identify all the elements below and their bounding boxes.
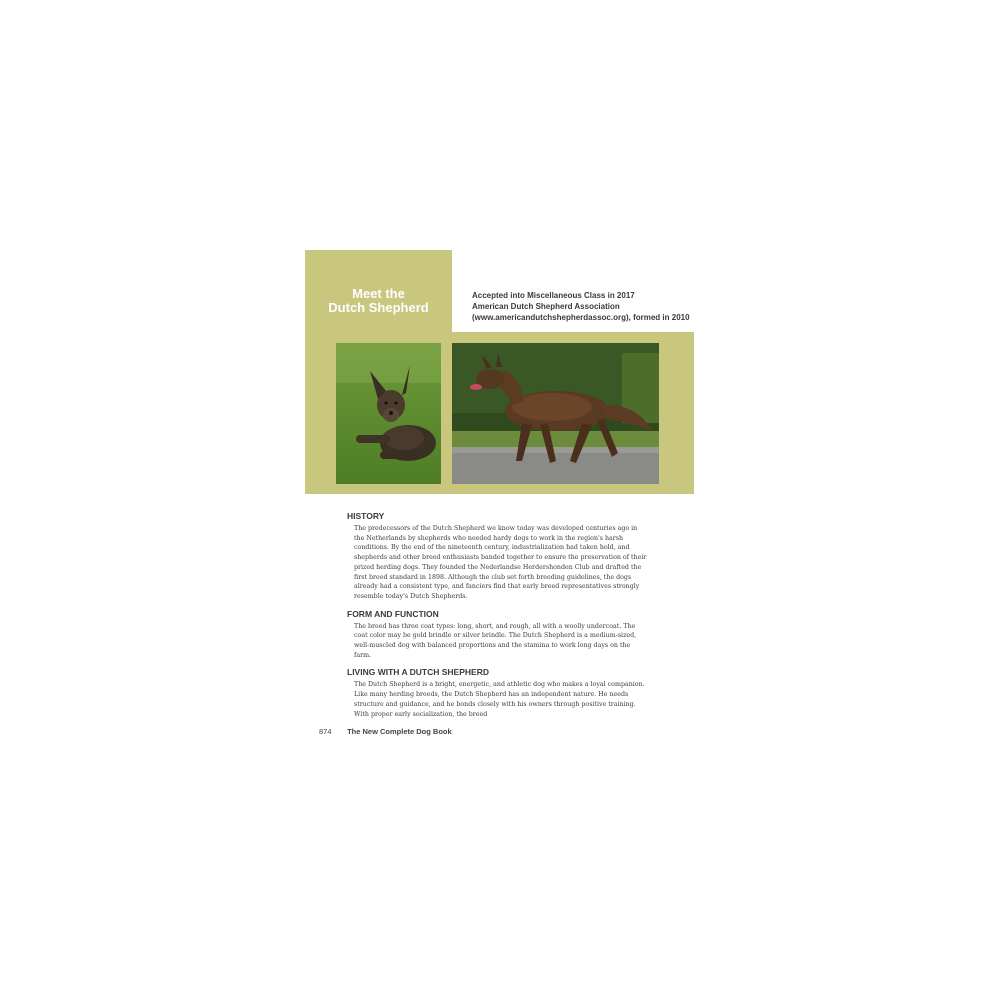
breed-title <box>305 287 452 315</box>
breed-title-line1: Meet the <box>352 286 405 301</box>
form-function-heading: FORM AND FUNCTION <box>347 608 439 619</box>
page-number: 874 <box>319 727 332 736</box>
living-with-heading: LIVING WITH A DUTCH SHEPHERD <box>347 667 489 678</box>
adult-dog-photo <box>452 343 659 484</box>
living-with-paragraph: The Dutch Shepherd is a bright, energetic, and athletic dog who makes a loyal companion. Like many herding breeds, the Dutch Shepherd has an independent nature. He needs structure and guidance, and he bonds closely with his owners through positive training. With proper early socialization, the breed <box>354 681 645 718</box>
page-footer <box>319 727 452 736</box>
book-title: The New Complete Dog Book <box>347 727 452 736</box>
history-paragraph: The predecessors of the Dutch Shepherd we know today was developed centuries ago in the Netherlands by shepherds who needed hardy dogs to work in the region's harsh conditions. By the end of the nineteenth century, industrialization had taken hold, and shepherds and other breed enthusiasts banded together to ensure the preservation of their prized herding dogs. They founded the Nederlandse Herdershonden Club and drafted the first breed standard in 1898. Although the club set forth breeding guidelines, the dogs already had a consistent type, and fanciers find that early breed representatives strongly resemble today's Dutch Shepherds. <box>354 525 647 600</box>
akc-acceptance: Accepted into Miscellaneous Class in 2017 <box>472 291 635 300</box>
breed-title-line2: Dutch Shepherd <box>328 300 429 315</box>
puppy-photo <box>336 343 441 484</box>
breed-meta-info <box>472 290 697 323</box>
form-function-paragraph: The breed has three coat types: long, short, and rough, all with a woolly undercoat. The coat color may be gold brindle or silver brindle. The Dutch Shepherd is a medium-sized, well-muscled dog with balanced proportions and the stamina to work long days on the farm. <box>354 622 637 659</box>
parent-club: American Dutch Shepherd Association <box>472 302 620 311</box>
breed-article <box>347 511 647 726</box>
history-heading: HISTORY <box>347 511 385 521</box>
parent-club-url: (www.americandutchshepherdassoc.org), formed in 2010 <box>472 313 690 322</box>
